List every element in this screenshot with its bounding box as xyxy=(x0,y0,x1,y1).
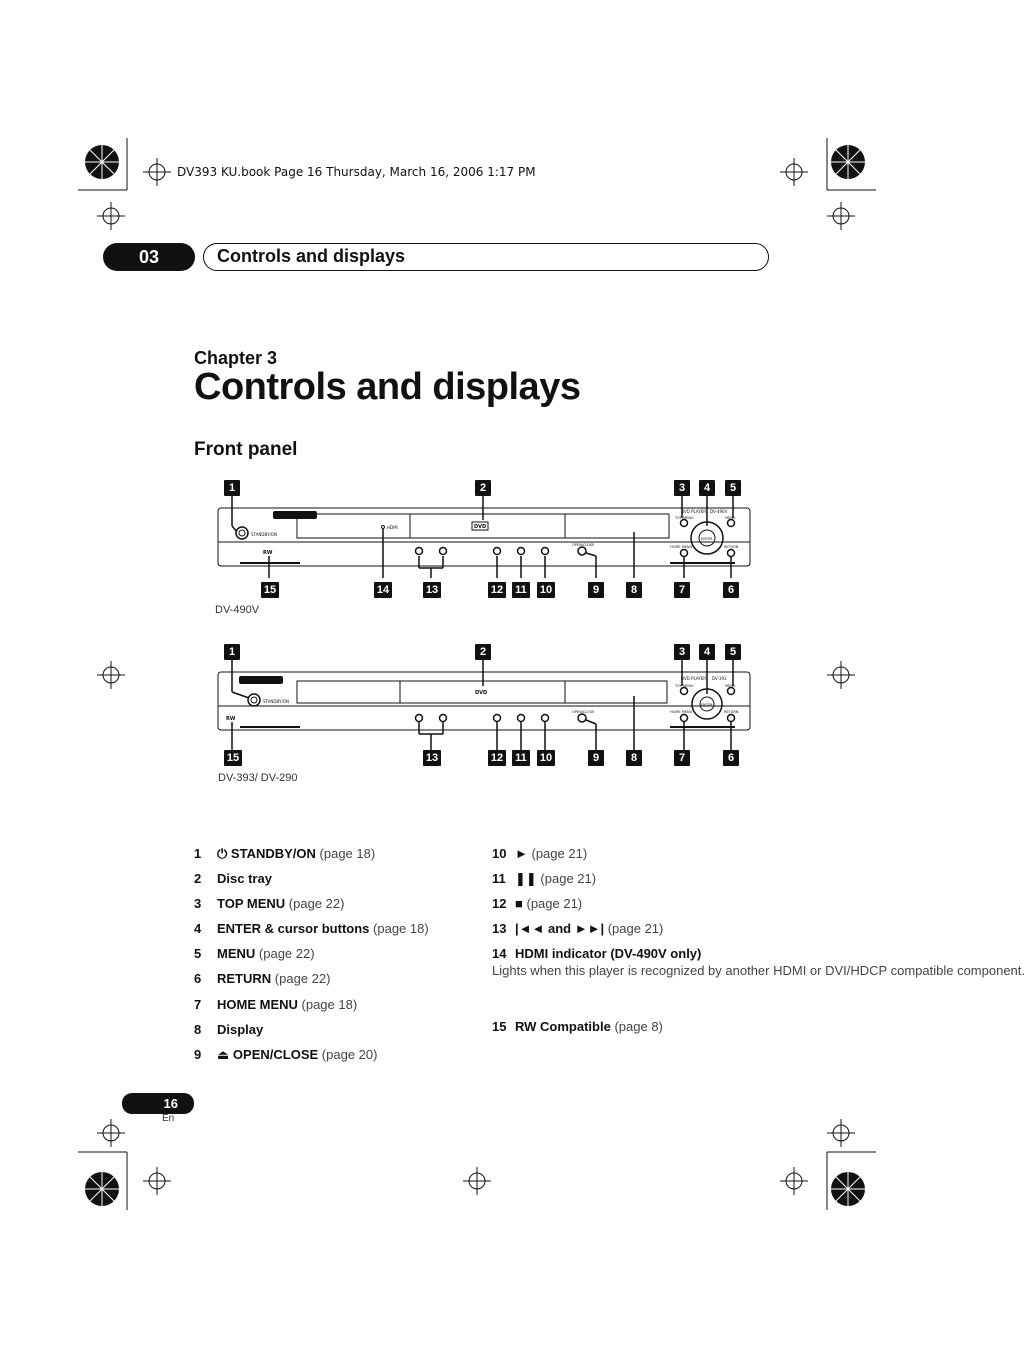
hdmi-label: HDMI xyxy=(387,525,398,530)
top-menu-label: TOP MENU xyxy=(675,684,694,688)
top-menu-label: TOP MENU xyxy=(675,516,694,520)
controls-list-left: 1 ⏻ STANDBY/ON (page 18) 2 Disc tray 3 TOP MENU (page 22) 4 ENTER & cursor buttons (page 18) 5 MENU (page 22) 6 RETURN (page 22) 7 HOME MENU (page 18) 8 Display 9 ⏏ OPEN/CLOSE (page 20) xyxy=(194,846,429,1062)
eject-icon: ⏏ xyxy=(217,1047,230,1062)
front-panel-diagram-dv490v xyxy=(215,496,755,578)
callout-4: 4 xyxy=(699,644,715,660)
page-number-badge xyxy=(122,1093,194,1114)
callout-2: 2 xyxy=(475,480,491,496)
hdmi-description: Lights when this player is recognized by another HDMI or DVI/HDCP compatible component. xyxy=(492,963,1025,978)
callout-10: 10 xyxy=(537,750,555,766)
power-icon: ⏻ xyxy=(217,846,228,861)
callout-7: 7 xyxy=(674,582,690,598)
callout-15: 15 xyxy=(224,750,242,766)
callout-6: 6 xyxy=(723,582,739,598)
callout-5: 5 xyxy=(725,644,741,660)
open-close-label: OPEN/CLOSE xyxy=(572,710,595,714)
rw-label: RW xyxy=(263,550,273,556)
dvd-logo: DVD xyxy=(475,690,488,696)
controls-list-right: 10 ► (page 21) 11 ❚❚ (page 21) 12 ■ (page 21) 13 |◄◄ and ►►| (page 21) 14 HDMI indicator (DV-490V only) Lights when this player is recognized by another HDMI or DVI/HDCP compatible component. 15 RW Compatible (page 8) xyxy=(492,846,1025,1034)
skip-icons: |◄◄ and ►►| xyxy=(515,921,605,936)
callout-14: 14 xyxy=(374,582,392,598)
dvd-player-label: DVD PLAYER xyxy=(681,509,707,514)
callout-12: 12 xyxy=(488,750,506,766)
home-menu-label: HOME MENU xyxy=(670,710,693,714)
callout-3: 3 xyxy=(674,644,690,660)
callout-1: 1 xyxy=(224,480,240,496)
home-menu-label: HOME MENU xyxy=(670,545,693,549)
enter-label: ENTER xyxy=(701,537,713,541)
header-title: Controls and displays xyxy=(217,246,406,266)
callout-11: 11 xyxy=(512,582,530,598)
standby-label: STANDBY/ON xyxy=(263,699,289,704)
page-number: 16 xyxy=(163,1096,178,1111)
menu-label: MENU xyxy=(725,516,736,520)
chapter-title: Controls and displays xyxy=(194,366,581,408)
enter-label: ENTER xyxy=(701,703,713,707)
print-header: DV393 KU.book Page 16 Thursday, March 16, 2006 1:17 PM xyxy=(177,165,536,179)
callout-9: 9 xyxy=(588,582,604,598)
return-label: RETURN xyxy=(724,545,739,549)
callout-8: 8 xyxy=(626,582,642,598)
language-label: En xyxy=(162,1113,175,1124)
callout-12: 12 xyxy=(488,582,506,598)
callout-8: 8 xyxy=(626,750,642,766)
model-caption-dv490v: DV-490V xyxy=(215,604,260,616)
callout-3: 3 xyxy=(674,480,690,496)
dvd-logo: DVD xyxy=(474,524,487,530)
rw-label: RW xyxy=(226,716,236,722)
chapter-number-badge: 03 xyxy=(103,243,195,271)
callout-15: 15 xyxy=(261,582,279,598)
callout-13: 13 xyxy=(423,582,441,598)
open-close-label: OPEN/CLOSE xyxy=(572,543,595,547)
callout-10: 10 xyxy=(537,582,555,598)
return-label: RETURN xyxy=(724,710,739,714)
callout-4: 4 xyxy=(699,480,715,496)
callout-13: 13 xyxy=(423,750,441,766)
callout-6: 6 xyxy=(723,750,739,766)
callout-11: 11 xyxy=(512,750,530,766)
pause-icon: ❚❚ xyxy=(515,871,537,886)
front-panel-diagram-dv393 xyxy=(215,660,755,750)
callout-7: 7 xyxy=(674,750,690,766)
panel-model-label: DV-393 xyxy=(712,676,727,681)
chapter-label: Chapter 3 xyxy=(194,348,278,368)
callout-9: 9 xyxy=(588,750,604,766)
callout-5: 5 xyxy=(725,480,741,496)
play-icon: ► xyxy=(515,846,528,861)
dvd-player-label: DVD PLAYER xyxy=(681,676,707,681)
stop-icon: ■ xyxy=(515,896,523,911)
callout-1: 1 xyxy=(224,644,240,660)
standby-label: STANDBY/ON xyxy=(251,532,277,537)
menu-label: MENU xyxy=(725,684,736,688)
model-caption-dv393-dv290: DV-393/ DV-290 xyxy=(218,772,298,784)
callout-2: 2 xyxy=(475,644,491,660)
panel-model-label: DV-490V xyxy=(710,509,728,514)
section-title: Front panel xyxy=(194,439,298,460)
